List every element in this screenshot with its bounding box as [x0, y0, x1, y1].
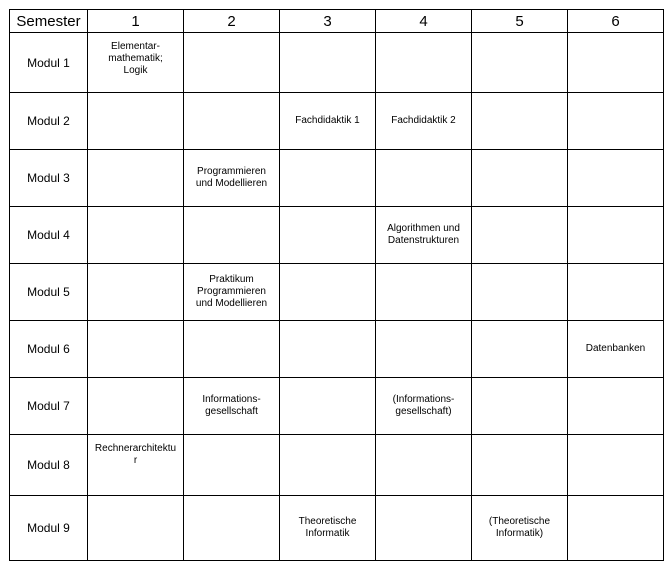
cell-text-line: r	[133, 455, 138, 466]
cell-text-line: Praktikum	[209, 274, 254, 285]
course-cell: Datenbanken	[568, 321, 664, 378]
course-cell	[568, 264, 664, 321]
course-cell	[88, 435, 184, 496]
cell-text-line: gesellschaft	[205, 406, 258, 417]
cell-text-line: Informatik)	[495, 528, 544, 539]
course-cell	[568, 207, 664, 264]
modul-row	[10, 150, 664, 207]
course-cell	[184, 496, 280, 561]
semester-1-header: 1	[88, 10, 184, 33]
course-cell: Fachdidaktik 1	[280, 93, 376, 150]
cell-text-line: und Modellieren	[195, 178, 268, 189]
modul-label: Modul 4	[10, 207, 88, 264]
modul-row	[10, 435, 664, 496]
modul-label: Modul 1	[10, 33, 88, 93]
course-cell	[280, 435, 376, 496]
study-plan-table	[9, 9, 664, 561]
course-cell	[184, 207, 280, 264]
modul-label: Modul 5	[10, 264, 88, 321]
semester-4-header: 4	[376, 10, 472, 33]
course-cell	[568, 435, 664, 496]
course-cell	[280, 496, 376, 561]
cell-text-line: Programmieren	[197, 286, 266, 297]
course-cell	[88, 496, 184, 561]
cell-text-line: Datenstrukturen	[387, 235, 460, 246]
cell-text-line: Logik	[123, 65, 148, 76]
course-cell	[280, 321, 376, 378]
course-cell	[376, 435, 472, 496]
course-cell	[88, 93, 184, 150]
course-cell	[184, 378, 280, 435]
cell-text-line: (Informations-	[392, 394, 455, 405]
course-cell	[184, 435, 280, 496]
modul-row	[10, 264, 664, 321]
course-cell	[184, 33, 280, 93]
cell-text-line: (Theoretische	[488, 516, 551, 527]
course-cell	[88, 378, 184, 435]
cell-text-line: Algorithmen und	[387, 223, 460, 234]
course-cell	[472, 207, 568, 264]
semester-5-header: 5	[472, 10, 568, 33]
course-cell	[472, 378, 568, 435]
course-cell	[376, 378, 472, 435]
modul-label: Modul 8	[10, 435, 88, 496]
course-cell	[280, 150, 376, 207]
course-cell	[184, 93, 280, 150]
modul-row	[10, 93, 664, 150]
cell-text-line: Elementar-	[111, 41, 160, 52]
course-cell: Fachdidaktik 2	[376, 93, 472, 150]
course-cell	[568, 93, 664, 150]
modul-row	[10, 321, 664, 378]
cell-text-line: gesellschaft)	[395, 406, 452, 417]
modul-label: Modul 9	[10, 496, 88, 561]
header-row	[10, 10, 664, 33]
semester-3-header: 3	[280, 10, 376, 33]
modul-row	[10, 33, 664, 93]
modul-row	[10, 496, 664, 561]
cell-text-line: Theoretische	[298, 516, 357, 527]
course-cell	[280, 378, 376, 435]
course-cell	[376, 496, 472, 561]
course-cell	[472, 496, 568, 561]
course-cell	[472, 264, 568, 321]
cell-text-line: Programmieren	[197, 166, 266, 177]
course-cell	[88, 207, 184, 264]
course-cell	[376, 207, 472, 264]
cell-text-line: Rechnerarchitektu	[94, 443, 177, 454]
course-cell	[568, 496, 664, 561]
course-cell	[376, 264, 472, 321]
cell-text-line: Informatik	[305, 528, 350, 539]
modul-label: Modul 6	[10, 321, 88, 378]
modul-row	[10, 378, 664, 435]
course-cell	[472, 321, 568, 378]
course-cell	[184, 321, 280, 378]
course-cell	[184, 264, 280, 321]
course-cell	[376, 321, 472, 378]
modul-label: Modul 3	[10, 150, 88, 207]
semester-2-header: 2	[184, 10, 280, 33]
course-cell	[184, 150, 280, 207]
course-cell	[472, 435, 568, 496]
course-cell	[568, 378, 664, 435]
modul-label: Modul 2	[10, 93, 88, 150]
course-cell	[280, 264, 376, 321]
course-cell	[280, 207, 376, 264]
semester-6-header: 6	[568, 10, 664, 33]
cell-text-line: und Modellieren	[195, 298, 268, 309]
course-cell	[472, 93, 568, 150]
modul-label: Modul 7	[10, 378, 88, 435]
course-cell	[376, 33, 472, 93]
course-cell	[88, 150, 184, 207]
semester-header: Semester	[10, 10, 88, 33]
modul-row	[10, 207, 664, 264]
course-cell	[88, 264, 184, 321]
course-cell	[472, 150, 568, 207]
course-cell	[472, 33, 568, 93]
course-cell	[568, 33, 664, 93]
cell-text-line: Informations-	[202, 394, 261, 405]
course-cell	[280, 33, 376, 93]
course-cell	[88, 321, 184, 378]
cell-text-line: mathematik;	[108, 53, 163, 64]
course-cell	[376, 150, 472, 207]
course-cell	[88, 33, 184, 93]
course-cell	[568, 150, 664, 207]
